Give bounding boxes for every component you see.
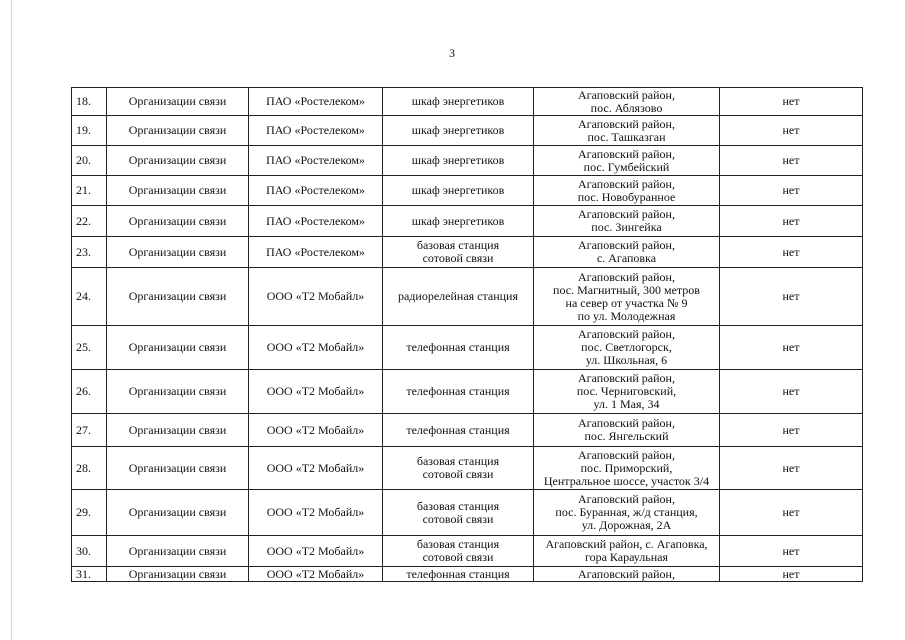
- flag-cell: нет: [720, 326, 863, 370]
- flag-cell: нет: [720, 414, 863, 447]
- row-number-cell: 23.: [72, 237, 107, 268]
- object-type-cell: [383, 414, 534, 447]
- address-cell-line: Агаповский район,: [578, 269, 675, 284]
- data-table: [71, 87, 863, 582]
- object-type-cell-line: сотовой связи: [422, 251, 494, 265]
- organization-cell: ООО «Т2 Мобайл»: [249, 326, 383, 370]
- address-cell-line: пос. Приморский,: [580, 460, 673, 475]
- flag-cell: нет: [720, 176, 863, 206]
- address-cell-line: Агаповский район,: [578, 116, 675, 131]
- object-type-cell: [383, 237, 534, 268]
- category-cell: Организации связи: [107, 176, 249, 206]
- address-cell-line: пос. Новобуранное: [577, 189, 676, 204]
- organization-cell: ООО «Т2 Мобайл»: [249, 414, 383, 447]
- address-cell-line: Агаповский район, с. Агаповка,: [545, 537, 708, 551]
- organization-cell: ПАО «Ростелеком»: [249, 237, 383, 268]
- address-cell-line: пос. Гумбейский: [583, 159, 670, 174]
- flag-cell: нет: [720, 268, 863, 326]
- object-type-cell: [383, 206, 534, 237]
- row-number-cell: 19.: [72, 116, 107, 146]
- address-cell: [534, 414, 720, 447]
- address-cell: [534, 370, 720, 414]
- category-cell: Организации связи: [107, 237, 249, 268]
- object-type-cell-line: базовая станция: [416, 498, 500, 513]
- object-type-cell-line: радиорелейная станция: [397, 289, 518, 303]
- address-cell-line: Агаповский район,: [578, 207, 675, 221]
- address-cell-line: по ул. Молодежная: [577, 308, 676, 323]
- table-row: [72, 176, 863, 206]
- object-type-cell-line: сотовой связи: [422, 467, 494, 481]
- address-cell: [534, 447, 720, 490]
- address-cell-line: ул. Дорожная, 2А: [581, 518, 672, 532]
- object-type-cell: [383, 567, 534, 582]
- table-row: [72, 414, 863, 447]
- organization-cell: ООО «Т2 Мобайл»: [249, 370, 383, 414]
- object-type-cell-line: базовая станция: [416, 454, 500, 468]
- page-number: 3: [449, 46, 455, 60]
- row-number-cell: 22.: [72, 206, 107, 237]
- organization-cell: ПАО «Ростелеком»: [249, 206, 383, 237]
- row-number-cell: 26.: [72, 370, 107, 414]
- category-cell: Организации связи: [107, 206, 249, 237]
- row-number-cell: 21.: [72, 176, 107, 206]
- flag-cell: нет: [720, 567, 863, 582]
- organization-cell: ООО «Т2 Мобайл»: [249, 490, 383, 536]
- object-type-cell: [383, 268, 534, 326]
- address-cell-line: пос. Янгельский: [584, 429, 669, 443]
- address-cell-line: Агаповский район,: [578, 492, 675, 506]
- organization-cell: ООО «Т2 Мобайл»: [249, 268, 383, 326]
- flag-cell: нет: [720, 206, 863, 237]
- category-cell: Организации связи: [107, 447, 249, 490]
- flag-cell: нет: [720, 237, 863, 268]
- object-type-cell: [383, 490, 534, 536]
- address-cell-line: ул. Школьная, 6: [585, 353, 668, 367]
- address-cell-line: гора Караульная: [584, 550, 669, 564]
- address-cell: [534, 176, 720, 206]
- object-type-cell: [383, 116, 534, 146]
- address-cell-line: Агаповский район,: [578, 87, 675, 102]
- address-cell-line: Агаповский район,: [578, 327, 675, 341]
- organization-cell: ПАО «Ростелеком»: [249, 146, 383, 176]
- flag-cell: нет: [720, 370, 863, 414]
- object-type-cell-line: сотовой связи: [422, 550, 494, 564]
- object-type-cell: [383, 326, 534, 370]
- table-row: [72, 206, 863, 237]
- category-cell: Организации связи: [107, 146, 249, 176]
- organization-cell: ООО «Т2 Мобайл»: [249, 447, 383, 490]
- address-cell-line: пос. Магнитный, 300 метров: [553, 282, 700, 297]
- address-cell-line: пос. Аблязово: [590, 100, 663, 115]
- address-cell-line: Агаповский район,: [578, 371, 675, 385]
- address-cell-line: пос. Зингейка: [591, 220, 662, 234]
- object-type-cell-line: шкаф энергетиков: [411, 183, 505, 197]
- address-cell-line: Центральное шоссе, участок 3/4: [543, 473, 710, 488]
- address-cell-line: Агаповский район,: [578, 176, 675, 191]
- address-cell: [534, 206, 720, 237]
- organization-cell: ПАО «Ростелеком»: [249, 116, 383, 146]
- category-cell: Организации связи: [107, 326, 249, 370]
- table-row: [72, 268, 863, 326]
- category-cell: Организации связи: [107, 490, 249, 536]
- object-type-cell-line: шкаф энергетиков: [411, 123, 505, 137]
- address-cell: [534, 326, 720, 370]
- row-number-cell: 29.: [72, 490, 107, 536]
- object-type-cell-line: телефонная станция: [406, 566, 510, 581]
- category-cell: Организации связи: [107, 268, 249, 326]
- row-number-cell: 27.: [72, 414, 107, 447]
- organization-cell: ПАО «Ростелеком»: [249, 88, 383, 116]
- address-cell: [534, 88, 720, 116]
- address-cell-line: ул. 1 Мая, 34: [593, 397, 660, 411]
- table-row: [72, 146, 863, 176]
- flag-cell: нет: [720, 447, 863, 490]
- organization-cell: ООО «Т2 Мобайл»: [249, 567, 383, 582]
- object-type-cell: [383, 146, 534, 176]
- object-type-cell-line: шкаф энергетиков: [411, 94, 505, 108]
- table-row: [72, 490, 863, 536]
- object-type-cell: [383, 447, 534, 490]
- address-cell-line: на север от участка № 9: [565, 295, 688, 310]
- flag-cell: нет: [720, 88, 863, 116]
- table-row: [72, 326, 863, 370]
- category-cell: Организации связи: [107, 116, 249, 146]
- object-type-cell-line: телефонная станция: [406, 422, 510, 437]
- flag-cell: нет: [720, 116, 863, 146]
- address-cell-line: пос. Светлогорск,: [581, 340, 672, 354]
- category-cell: Организации связи: [107, 536, 249, 567]
- category-cell: Организации связи: [107, 567, 249, 582]
- address-cell-line: пос. Ташказган: [587, 129, 666, 144]
- table-row: [72, 567, 863, 582]
- address-cell: [534, 268, 720, 326]
- table-body: [72, 88, 863, 582]
- flag-cell: нет: [720, 490, 863, 536]
- address-cell: [534, 536, 720, 567]
- address-cell-line: пос. Буранная, ж/д станция,: [555, 505, 698, 519]
- row-number-cell: 31.: [72, 567, 107, 582]
- category-cell: Организации связи: [107, 370, 249, 414]
- category-cell: Организации связи: [107, 88, 249, 116]
- object-type-cell: [383, 176, 534, 206]
- row-number-cell: 24.: [72, 268, 107, 326]
- row-number-cell: 18.: [72, 88, 107, 116]
- address-cell-line: Агаповский район,: [578, 146, 675, 161]
- scan-edge-line: [11, 0, 12, 640]
- row-number-cell: 28.: [72, 447, 107, 490]
- address-cell-line: Агаповский район,: [578, 566, 675, 581]
- address-cell: [534, 146, 720, 176]
- object-type-cell: [383, 370, 534, 414]
- row-number-cell: 30.: [72, 536, 107, 567]
- table-row: [72, 116, 863, 146]
- address-cell-line: с. Агаповка: [596, 251, 657, 265]
- row-number-cell: 25.: [72, 326, 107, 370]
- object-type-cell-line: телефонная станция: [406, 340, 510, 354]
- address-cell: [534, 116, 720, 146]
- object-type-cell-line: шкаф энергетиков: [411, 153, 505, 167]
- address-cell-line: пос. Черниговский,: [576, 384, 677, 398]
- object-type-cell-line: шкаф энергетиков: [411, 213, 505, 228]
- address-cell-line: Агаповский район,: [578, 416, 675, 430]
- row-number-cell: 20.: [72, 146, 107, 176]
- address-cell: [534, 567, 720, 582]
- organization-cell: ООО «Т2 Мобайл»: [249, 536, 383, 567]
- table-row: [72, 370, 863, 414]
- table-row: [72, 536, 863, 567]
- table-row: [72, 237, 863, 268]
- object-type-cell: [383, 88, 534, 116]
- address-cell-line: Агаповский район,: [578, 447, 675, 462]
- flag-cell: нет: [720, 536, 863, 567]
- object-type-cell-line: сотовой связи: [422, 511, 494, 526]
- address-cell-line: Агаповский район,: [578, 238, 675, 252]
- organization-cell: ПАО «Ростелеком»: [249, 176, 383, 206]
- object-type-cell-line: телефонная станция: [406, 384, 510, 398]
- table-row: [72, 88, 863, 116]
- address-cell: [534, 237, 720, 268]
- flag-cell: нет: [720, 146, 863, 176]
- object-type-cell-line: базовая станция: [416, 537, 500, 551]
- object-type-cell: [383, 536, 534, 567]
- category-cell: Организации связи: [107, 414, 249, 447]
- table-row: [72, 447, 863, 490]
- object-type-cell-line: базовая станция: [416, 238, 500, 252]
- address-cell: [534, 490, 720, 536]
